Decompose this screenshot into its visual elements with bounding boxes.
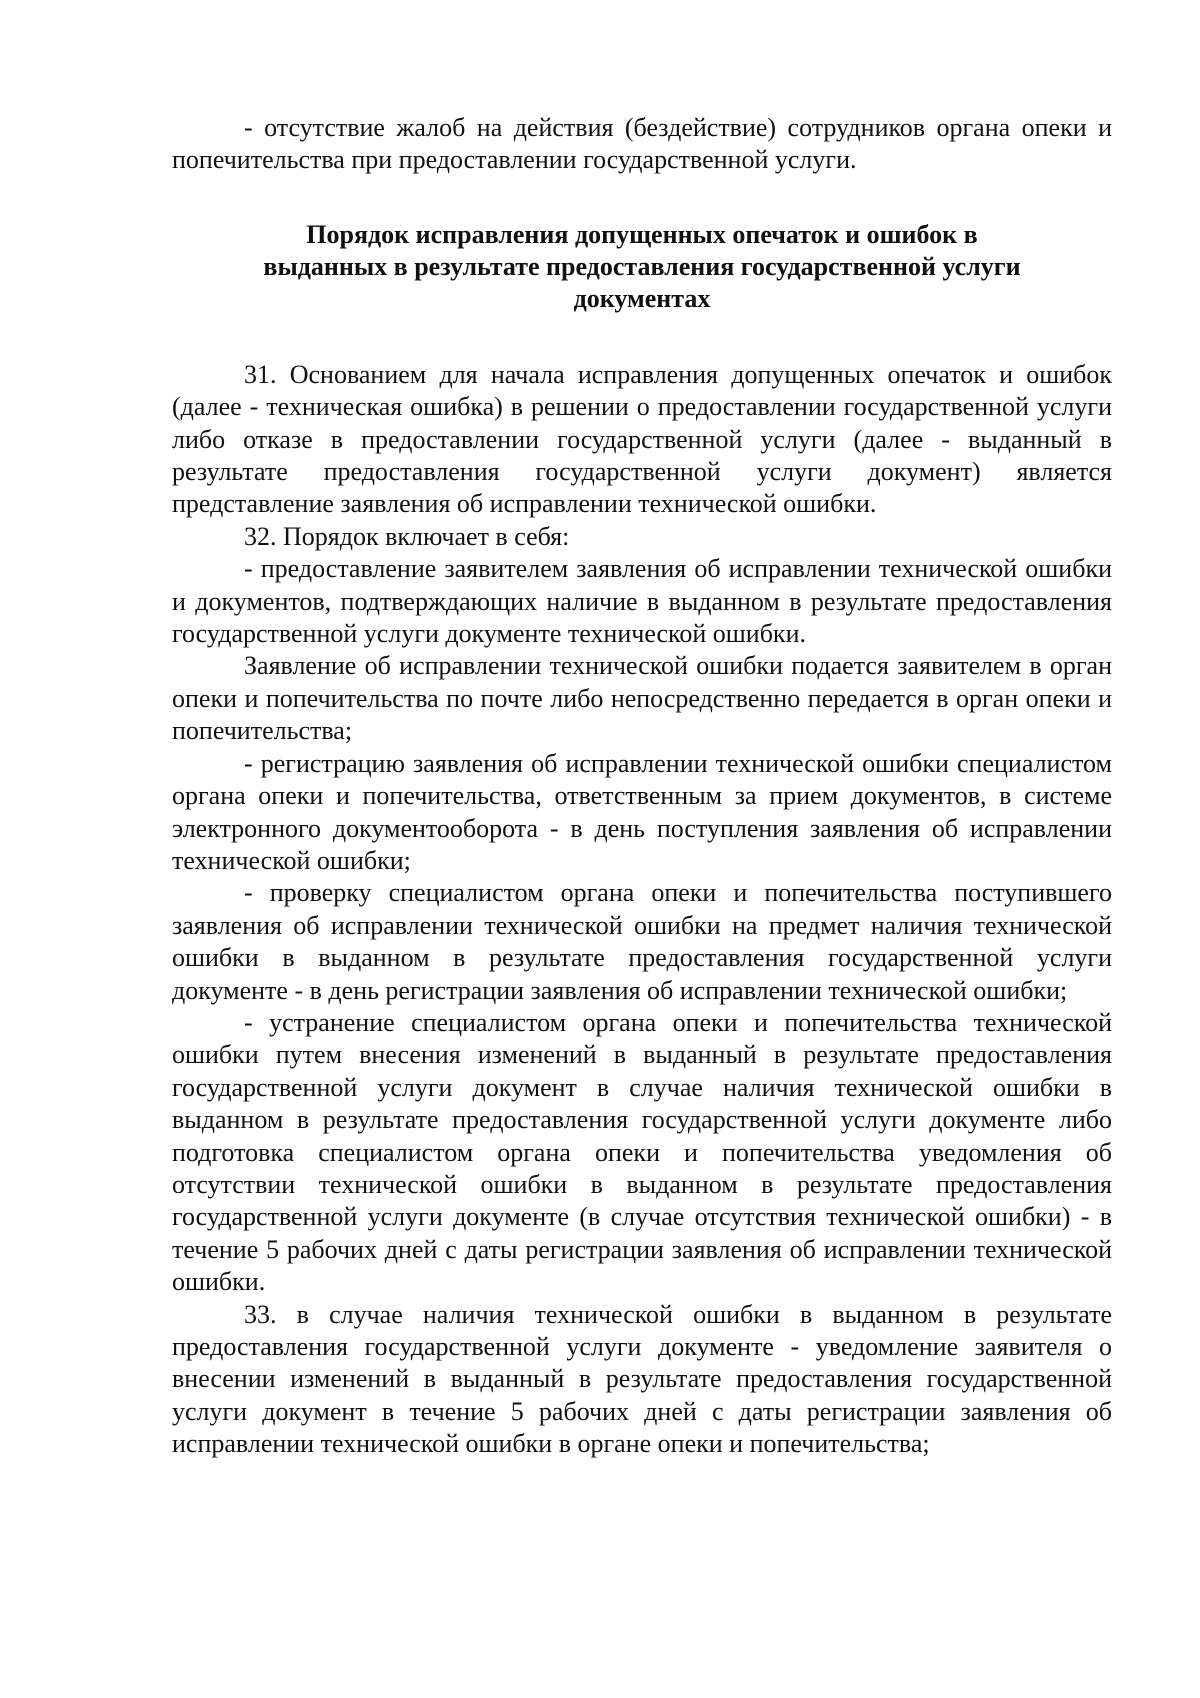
paragraph-application-delivery: Заявление об исправлении технической ошибки подается заявителем в орган опеки и попечительства по почте либо непосредственно передается в орган опеки и попечительства;	[172, 651, 1112, 746]
document-page	[172, 112, 1112, 1461]
section-heading	[172, 219, 1112, 315]
paragraph-31: 31. Основанием для начала исправления допущенных опечаток и ошибок (далее - техническая ошибка) в решении о предоставлении государственной услуги либо отказе в предоставлении государственной услуги (далее - выданный в результате предоставления государственной услуги документ) является представление заявления об исправлении технической ошибки.	[172, 359, 1112, 519]
list-item-registration: - регистрацию заявления об исправлении технической ошибки специалистом органа опеки и попечительства, ответственным за прием документов, в системе электронного документооборота - в день поступления заявления об исправлении технической ошибки;	[172, 748, 1112, 875]
list-item-correction: - устранение специалистом органа опеки и попечительства технической ошибки путем внесения изменений в выданный в результате предоставления государственной услуги документ в случае наличия технической ошибки в выданном в результате предоставления государственной услуги документе либо подготовка специалистом органа опеки и попечительства уведомления об отсутствии технической ошибки в выданном в результате предоставления государственной услуги документе (в случае отсутствия технической ошибки) - в течение 5 рабочих дней с даты регистрации заявления об исправлении технической ошибки.	[172, 1007, 1112, 1297]
intro-paragraph: - отсутствие жалоб на действия (бездействие) сотрудников органа опеки и попечительства при предоставлении государственной услуги.	[172, 113, 1112, 175]
list-item-submission: - предоставление заявителем заявления об исправлении технической ошибки и документов, подтверждающих наличие в выданном в результате предоставления государственной услуги документе технической ошибки.	[172, 554, 1112, 649]
list-item-verification: - проверку специалистом органа опеки и попечительства поступившего заявления об исправлении технической ошибки на предмет наличия технической ошибки в выданном в результате предоставления государственной услуги документе - в день регистрации заявления об исправлении технической ошибки;	[172, 878, 1112, 1005]
paragraph-33: 33. в случае наличия технической ошибки в выданном в результате предоставления государственной услуги документе - уведомление заявителя о внесении изменений в выданный в результате предоставления государственной услуги документ в течение 5 рабочих дней с даты регистрации заявления об исправлении технической ошибки в органе опеки и попечительства;	[172, 1299, 1112, 1459]
section-heading-line-1: Порядок исправления допущенных опечаток и ошибок в	[306, 219, 978, 249]
paragraph-32: 32. Порядок включает в себя:	[244, 521, 570, 551]
section-heading-line-3: документах	[573, 283, 711, 313]
section-heading-line-2: выданных в результате предоставления государственной услуги	[263, 251, 1021, 281]
